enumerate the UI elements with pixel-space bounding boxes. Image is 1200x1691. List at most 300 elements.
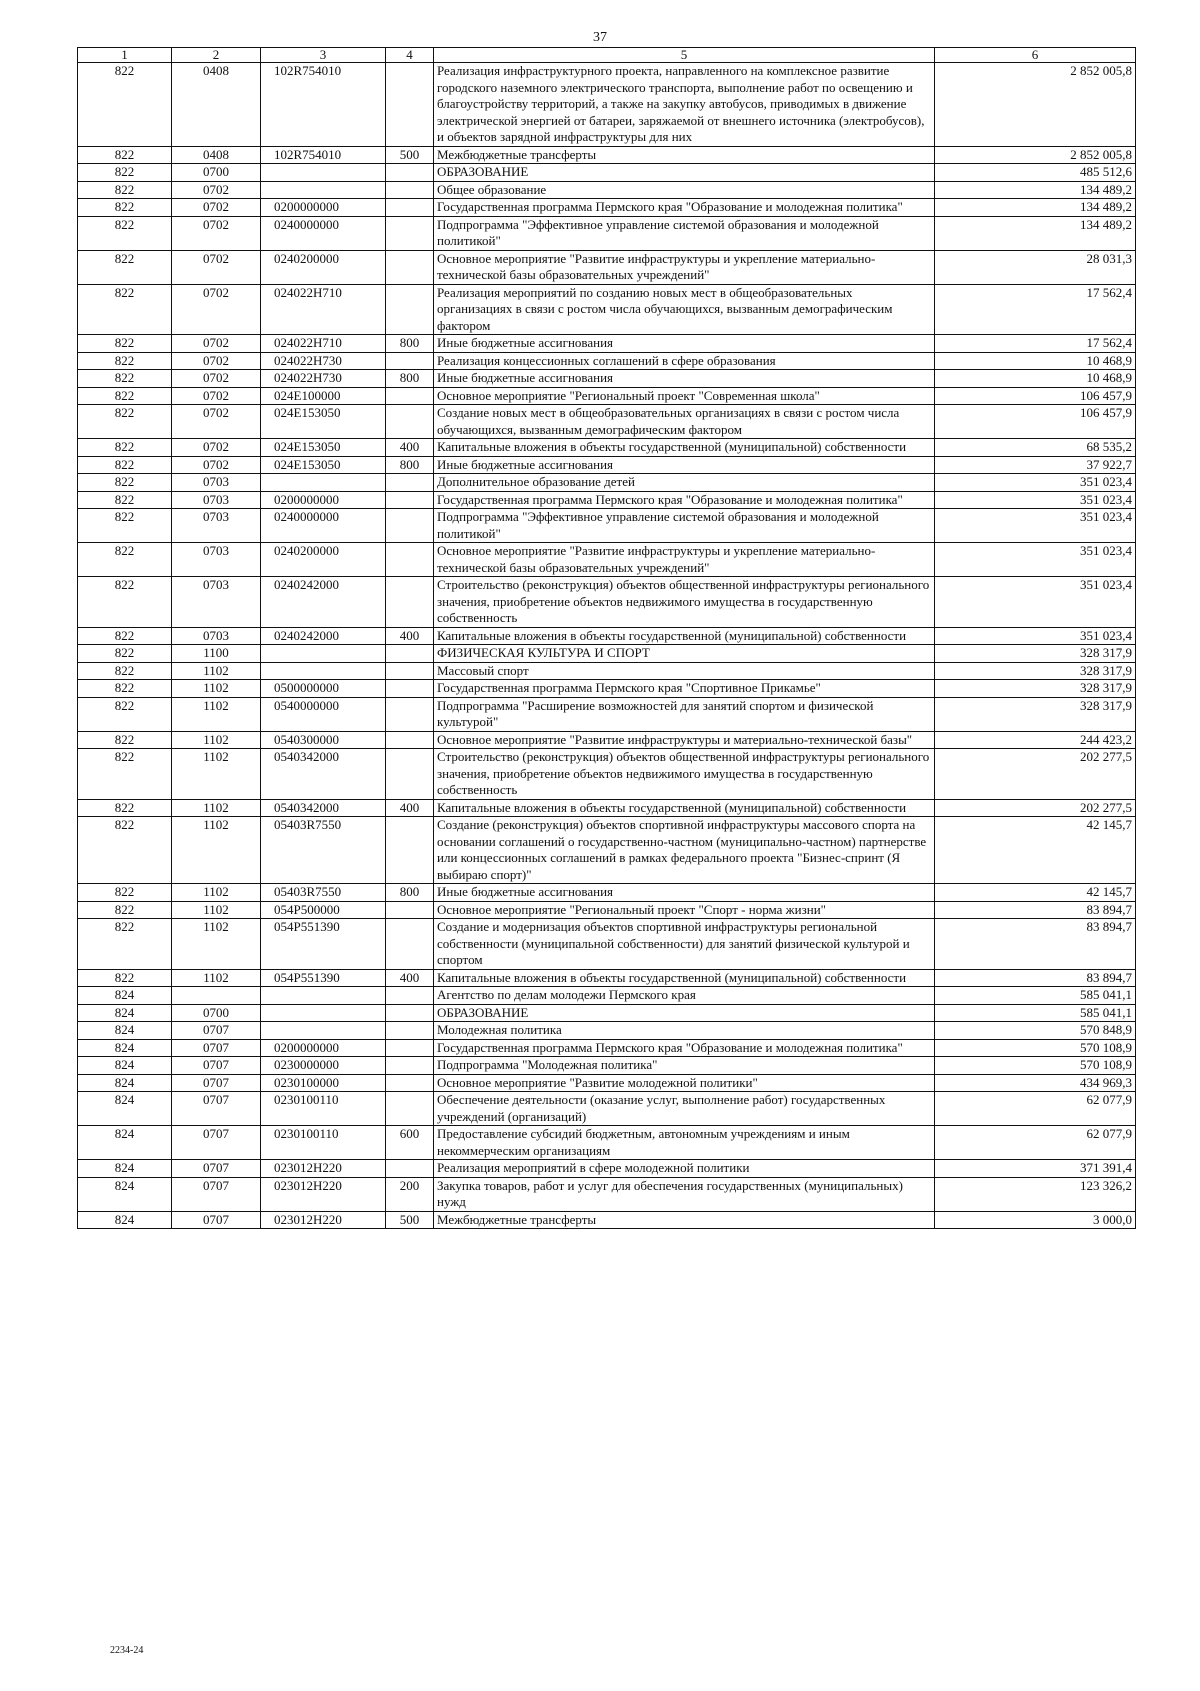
description-cell: Основное мероприятие "Региональный проект "Современная школа" [434,387,935,405]
amount-cell: 570 108,9 [935,1057,1136,1075]
table-row [78,577,1136,628]
expense-type-cell: 400 [386,969,434,987]
amount-cell: 202 277,5 [935,749,1136,800]
section-code-cell: 0702 [172,405,261,439]
target-article-cell: 102R754010 [261,63,386,147]
table-row [78,1004,1136,1022]
expense-type-cell [386,405,434,439]
amount-cell: 485 512,6 [935,164,1136,182]
table-row [78,1092,1136,1126]
table-row [78,1039,1136,1057]
table-row [78,884,1136,902]
expense-type-cell [386,680,434,698]
target-article-cell: 024E153050 [261,405,386,439]
admin-code-cell: 822 [78,63,172,147]
admin-code-cell: 822 [78,370,172,388]
expense-type-cell [386,543,434,577]
section-code-cell: 0408 [172,63,261,147]
admin-code-cell: 822 [78,901,172,919]
admin-code-cell: 824 [78,1092,172,1126]
description-cell: Капитальные вложения в объекты государственной (муниципальной) собственности [434,799,935,817]
target-article-cell [261,474,386,492]
amount-cell: 10 468,9 [935,352,1136,370]
admin-code-cell: 824 [78,1004,172,1022]
table-row [78,439,1136,457]
amount-cell: 83 894,7 [935,919,1136,970]
expense-type-cell: 800 [386,370,434,388]
expense-type-cell: 800 [386,335,434,353]
expense-type-cell: 500 [386,146,434,164]
table-row [78,543,1136,577]
target-article-cell [261,164,386,182]
amount-cell: 351 023,4 [935,543,1136,577]
admin-code-cell: 822 [78,335,172,353]
target-article-cell: 0540000000 [261,697,386,731]
column-header: 4 [386,48,434,63]
target-article-cell: 023012Н220 [261,1177,386,1211]
expense-type-cell [386,181,434,199]
expense-type-cell [386,731,434,749]
target-article-cell: 054P551390 [261,919,386,970]
description-cell: Капитальные вложения в объекты государственной (муниципальной) собственности [434,969,935,987]
description-cell: ОБРАЗОВАНИЕ [434,164,935,182]
column-header: 3 [261,48,386,63]
amount-cell: 434 969,3 [935,1074,1136,1092]
admin-code-cell: 824 [78,1074,172,1092]
section-code-cell: 1102 [172,749,261,800]
admin-code-cell: 822 [78,387,172,405]
section-code-cell: 1102 [172,731,261,749]
expense-type-cell: 400 [386,627,434,645]
admin-code-cell: 822 [78,731,172,749]
description-cell: Агентство по делам молодежи Пермского края [434,987,935,1005]
section-code-cell: 0700 [172,1004,261,1022]
description-cell: Реализация инфраструктурного проекта, направленного на комплексное развитие городского наземного электрического транспорта, выполнение работ по освещению и благоустройству территорий, а также на закупку автобусов, приводимых в движение электрической энергией от батареи, заряжаемой от внешнего источника (электробусов), и объектов зарядной инфраструктуры для них [434,63,935,147]
amount-cell: 351 023,4 [935,491,1136,509]
table-row [78,817,1136,884]
admin-code-cell: 822 [78,352,172,370]
amount-cell: 351 023,4 [935,577,1136,628]
admin-code-cell: 822 [78,969,172,987]
target-article-cell: 023012Н220 [261,1211,386,1229]
expense-type-cell [386,749,434,800]
target-article-cell: 023012Н220 [261,1160,386,1178]
table-row [78,662,1136,680]
target-article-cell: 0200000000 [261,1039,386,1057]
amount-cell: 585 041,1 [935,1004,1136,1022]
target-article-cell: 024022Н710 [261,335,386,353]
section-code-cell: 0707 [172,1160,261,1178]
section-code-cell: 0707 [172,1092,261,1126]
table-row [78,456,1136,474]
section-code-cell: 0703 [172,543,261,577]
target-article-cell: 0230100000 [261,1074,386,1092]
description-cell: Государственная программа Пермского края "Образование и молодежная политика" [434,491,935,509]
admin-code-cell: 822 [78,284,172,335]
table-row [78,284,1136,335]
admin-code-cell: 824 [78,1211,172,1229]
table-row [78,645,1136,663]
amount-cell: 62 077,9 [935,1092,1136,1126]
admin-code-cell: 822 [78,405,172,439]
description-cell: Закупка товаров, работ и услуг для обеспечения государственных (муниципальных) нужд [434,1177,935,1211]
target-article-cell: 024022Н730 [261,370,386,388]
table-row [78,919,1136,970]
admin-code-cell: 822 [78,697,172,731]
table-row [78,1211,1136,1229]
description-cell: Молодежная политика [434,1022,935,1040]
section-code-cell: 1102 [172,662,261,680]
amount-cell: 570 848,9 [935,1022,1136,1040]
target-article-cell: 102R754010 [261,146,386,164]
section-code-cell: 1102 [172,680,261,698]
section-code-cell: 0707 [172,1126,261,1160]
amount-cell: 351 023,4 [935,474,1136,492]
description-cell: Основное мероприятие "Развитие инфраструктуры и укрепление материально-технической базы образовательных учреждений" [434,250,935,284]
table-body [78,63,1136,1229]
section-code-cell: 0707 [172,1211,261,1229]
expense-type-cell [386,1160,434,1178]
admin-code-cell: 822 [78,216,172,250]
description-cell: Реализация мероприятий по созданию новых мест в общеобразовательных организациях в связи с ростом числа обучающихся, вызванным демографическим фактором [434,284,935,335]
admin-code-cell: 822 [78,817,172,884]
section-code-cell: 1100 [172,645,261,663]
amount-cell: 328 317,9 [935,662,1136,680]
section-code-cell: 0703 [172,474,261,492]
amount-cell: 351 023,4 [935,509,1136,543]
description-cell: Подпрограмма "Молодежная политика" [434,1057,935,1075]
description-cell: Иные бюджетные ассигнования [434,884,935,902]
expense-type-cell [386,199,434,217]
expense-type-cell [386,63,434,147]
expense-type-cell: 500 [386,1211,434,1229]
expense-type-cell [386,1022,434,1040]
amount-cell: 328 317,9 [935,645,1136,663]
table-row [78,680,1136,698]
amount-cell: 10 468,9 [935,370,1136,388]
section-code-cell: 0702 [172,250,261,284]
expense-type-cell [386,387,434,405]
table-row [78,627,1136,645]
expense-type-cell [386,509,434,543]
admin-code-cell: 824 [78,1126,172,1160]
table-row [78,1057,1136,1075]
table-row [78,491,1136,509]
admin-code-cell: 822 [78,543,172,577]
table-row [78,697,1136,731]
admin-code-cell: 822 [78,439,172,457]
admin-code-cell: 824 [78,1177,172,1211]
page-number: 37 [593,30,607,45]
target-article-cell [261,987,386,1005]
amount-cell: 570 108,9 [935,1039,1136,1057]
amount-cell: 17 562,4 [935,284,1136,335]
admin-code-cell: 822 [78,662,172,680]
description-cell: Создание новых мест в общеобразовательных организациях в связи с ростом числа обучающихся, вызванным демографическим фактором [434,405,935,439]
expense-type-cell: 400 [386,439,434,457]
target-article-cell [261,1004,386,1022]
table-row [78,1074,1136,1092]
target-article-cell [261,181,386,199]
admin-code-cell: 822 [78,181,172,199]
section-code-cell: 0700 [172,164,261,182]
target-article-cell: 0500000000 [261,680,386,698]
target-article-cell [261,1022,386,1040]
table-row [78,799,1136,817]
expense-type-cell [386,1057,434,1075]
target-article-cell: 05403R7550 [261,884,386,902]
description-cell: Иные бюджетные ассигнования [434,335,935,353]
expense-type-cell: 200 [386,1177,434,1211]
admin-code-cell: 822 [78,645,172,663]
description-cell: Обеспечение деятельности (оказание услуг, выполнение работ) государственных учреждений (организаций) [434,1092,935,1126]
admin-code-cell: 822 [78,250,172,284]
section-code-cell: 0408 [172,146,261,164]
table-row [78,987,1136,1005]
target-article-cell: 0200000000 [261,491,386,509]
amount-cell: 106 457,9 [935,387,1136,405]
admin-code-cell: 824 [78,1039,172,1057]
admin-code-cell: 824 [78,1160,172,1178]
admin-code-cell: 824 [78,987,172,1005]
amount-cell: 371 391,4 [935,1160,1136,1178]
description-cell: Государственная программа Пермского края "Образование и молодежная политика" [434,199,935,217]
section-code-cell: 0703 [172,509,261,543]
section-code-cell: 0703 [172,491,261,509]
target-article-cell: 024E100000 [261,387,386,405]
target-article-cell: 054P551390 [261,969,386,987]
section-code-cell: 0702 [172,352,261,370]
table-row [78,250,1136,284]
description-cell: Подпрограмма "Эффективное управление системой образования и молодежной политикой" [434,216,935,250]
expense-type-cell: 600 [386,1126,434,1160]
expense-type-cell [386,474,434,492]
target-article-cell [261,645,386,663]
section-code-cell: 0702 [172,199,261,217]
amount-cell: 83 894,7 [935,901,1136,919]
admin-code-cell: 822 [78,456,172,474]
amount-cell: 42 145,7 [935,817,1136,884]
section-code-cell: 0707 [172,1039,261,1057]
section-code-cell: 0703 [172,627,261,645]
section-code-cell: 1102 [172,884,261,902]
table-row [78,164,1136,182]
table-row [78,474,1136,492]
column-header: 6 [935,48,1136,63]
admin-code-cell: 822 [78,474,172,492]
admin-code-cell: 822 [78,146,172,164]
description-cell: Государственная программа Пермского края "Спортивное Прикамье" [434,680,935,698]
expense-type-cell [386,1004,434,1022]
section-code-cell [172,987,261,1005]
section-code-cell: 0702 [172,181,261,199]
target-article-cell: 024022Н730 [261,352,386,370]
expense-type-cell [386,1092,434,1126]
budget-table [77,47,1136,1229]
description-cell: Межбюджетные трансферты [434,1211,935,1229]
admin-code-cell: 822 [78,919,172,970]
table-row [78,181,1136,199]
amount-cell: 28 031,3 [935,250,1136,284]
section-code-cell: 1102 [172,697,261,731]
table-header-row [78,48,1136,63]
expense-type-cell [386,662,434,680]
section-code-cell: 1102 [172,817,261,884]
amount-cell: 3 000,0 [935,1211,1136,1229]
description-cell: Создание (реконструкция) объектов спортивной инфраструктуры массового спорта на основании соглашений о государственно-частном (муниципально-частном) партнерстве или концессионных соглашений в рамках федерального проекта "Бизнес-спринт (Я выбираю спорт)" [434,817,935,884]
description-cell: Подпрограмма "Эффективное управление системой образования и молодежной политикой" [434,509,935,543]
description-cell: Капитальные вложения в объекты государственной (муниципальной) собственности [434,439,935,457]
description-cell: Массовый спорт [434,662,935,680]
target-article-cell: 024E153050 [261,439,386,457]
table-row [78,146,1136,164]
amount-cell: 585 041,1 [935,987,1136,1005]
amount-cell: 62 077,9 [935,1126,1136,1160]
expense-type-cell: 400 [386,799,434,817]
section-code-cell: 0707 [172,1022,261,1040]
section-code-cell: 0702 [172,370,261,388]
expense-type-cell [386,164,434,182]
target-article-cell: 0200000000 [261,199,386,217]
expense-type-cell [386,352,434,370]
description-cell: Государственная программа Пермского края "Образование и молодежная политика" [434,1039,935,1057]
admin-code-cell: 822 [78,884,172,902]
table-row [78,352,1136,370]
description-cell: Иные бюджетные ассигнования [434,370,935,388]
expense-type-cell [386,216,434,250]
amount-cell: 328 317,9 [935,697,1136,731]
admin-code-cell: 822 [78,199,172,217]
description-cell: ОБРАЗОВАНИЕ [434,1004,935,1022]
admin-code-cell: 824 [78,1022,172,1040]
admin-code-cell: 822 [78,680,172,698]
expense-type-cell [386,645,434,663]
target-article-cell: 0540342000 [261,799,386,817]
amount-cell: 123 326,2 [935,1177,1136,1211]
table-row [78,509,1136,543]
description-cell: Основное мероприятие "Региональный проект "Спорт - норма жизни" [434,901,935,919]
section-code-cell: 0707 [172,1057,261,1075]
table-row [78,387,1136,405]
description-cell: Капитальные вложения в объекты государственной (муниципальной) собственности [434,627,935,645]
amount-cell: 328 317,9 [935,680,1136,698]
amount-cell: 2 852 005,8 [935,63,1136,147]
admin-code-cell: 822 [78,491,172,509]
expense-type-cell [386,1039,434,1057]
table-row [78,370,1136,388]
expense-type-cell [386,987,434,1005]
table-row [78,1160,1136,1178]
table-row [78,216,1136,250]
target-article-cell: 0540342000 [261,749,386,800]
description-cell: Основное мероприятие "Развитие инфраструктуры и укрепление материально-технической базы образовательных учреждений" [434,543,935,577]
description-cell: Предоставление субсидий бюджетным, автономным учреждениям и иным некоммерческим организациям [434,1126,935,1160]
target-article-cell: 0240200000 [261,543,386,577]
target-article-cell: 024E153050 [261,456,386,474]
description-cell: Создание и модернизация объектов спортивной инфраструктуры региональной собственности (муниципальной собственности) для занятий физической культурой и спортом [434,919,935,970]
table-row [78,405,1136,439]
section-code-cell: 0703 [172,577,261,628]
admin-code-cell: 822 [78,749,172,800]
target-article-cell: 024022Н710 [261,284,386,335]
expense-type-cell [386,577,434,628]
column-header: 1 [78,48,172,63]
target-article-cell: 0240200000 [261,250,386,284]
target-article-cell: 054P500000 [261,901,386,919]
section-code-cell: 1102 [172,901,261,919]
section-code-cell: 0707 [172,1177,261,1211]
target-article-cell: 0230100110 [261,1126,386,1160]
amount-cell: 83 894,7 [935,969,1136,987]
amount-cell: 134 489,2 [935,199,1136,217]
column-header: 5 [434,48,935,63]
description-cell: Строительство (реконструкция) объектов общественной инфраструктуры регионального значения, приобретение объектов недвижимого имущества в государственную собственность [434,577,935,628]
target-article-cell: 0230100110 [261,1092,386,1126]
amount-cell: 202 277,5 [935,799,1136,817]
section-code-cell: 0702 [172,335,261,353]
description-cell: Общее образование [434,181,935,199]
table-row [78,731,1136,749]
expense-type-cell [386,919,434,970]
amount-cell: 244 423,2 [935,731,1136,749]
admin-code-cell: 822 [78,577,172,628]
table-row [78,1022,1136,1040]
section-code-cell: 0702 [172,387,261,405]
target-article-cell [261,662,386,680]
description-cell: Дополнительное образование детей [434,474,935,492]
admin-code-cell: 822 [78,799,172,817]
expense-type-cell: 800 [386,884,434,902]
amount-cell: 68 535,2 [935,439,1136,457]
expense-type-cell [386,817,434,884]
section-code-cell: 1102 [172,969,261,987]
description-cell: Основное мероприятие "Развитие инфраструктуры и материально-технической базы" [434,731,935,749]
admin-code-cell: 822 [78,627,172,645]
section-code-cell: 0702 [172,456,261,474]
target-article-cell: 0240000000 [261,509,386,543]
expense-type-cell [386,697,434,731]
expense-type-cell [386,491,434,509]
column-header: 2 [172,48,261,63]
target-article-cell: 0240000000 [261,216,386,250]
description-cell: ФИЗИЧЕСКАЯ КУЛЬТУРА И СПОРТ [434,645,935,663]
amount-cell: 37 922,7 [935,456,1136,474]
admin-code-cell: 822 [78,164,172,182]
target-article-cell: 0540300000 [261,731,386,749]
amount-cell: 134 489,2 [935,181,1136,199]
target-article-cell: 0240242000 [261,577,386,628]
expense-type-cell [386,250,434,284]
section-code-cell: 0702 [172,439,261,457]
admin-code-cell: 824 [78,1057,172,1075]
description-cell: Основное мероприятие "Развитие молодежной политики" [434,1074,935,1092]
amount-cell: 2 852 005,8 [935,146,1136,164]
description-cell: Иные бюджетные ассигнования [434,456,935,474]
admin-code-cell: 822 [78,509,172,543]
target-article-cell: 05403R7550 [261,817,386,884]
description-cell: Реализация концессионных соглашений в сфере образования [434,352,935,370]
section-code-cell: 0702 [172,216,261,250]
description-cell: Межбюджетные трансферты [434,146,935,164]
table-row [78,199,1136,217]
expense-type-cell [386,901,434,919]
amount-cell: 134 489,2 [935,216,1136,250]
amount-cell: 106 457,9 [935,405,1136,439]
section-code-cell: 1102 [172,799,261,817]
footer-document-code: 2234-24 [110,1645,144,1656]
section-code-cell: 0702 [172,284,261,335]
table-row [78,901,1136,919]
